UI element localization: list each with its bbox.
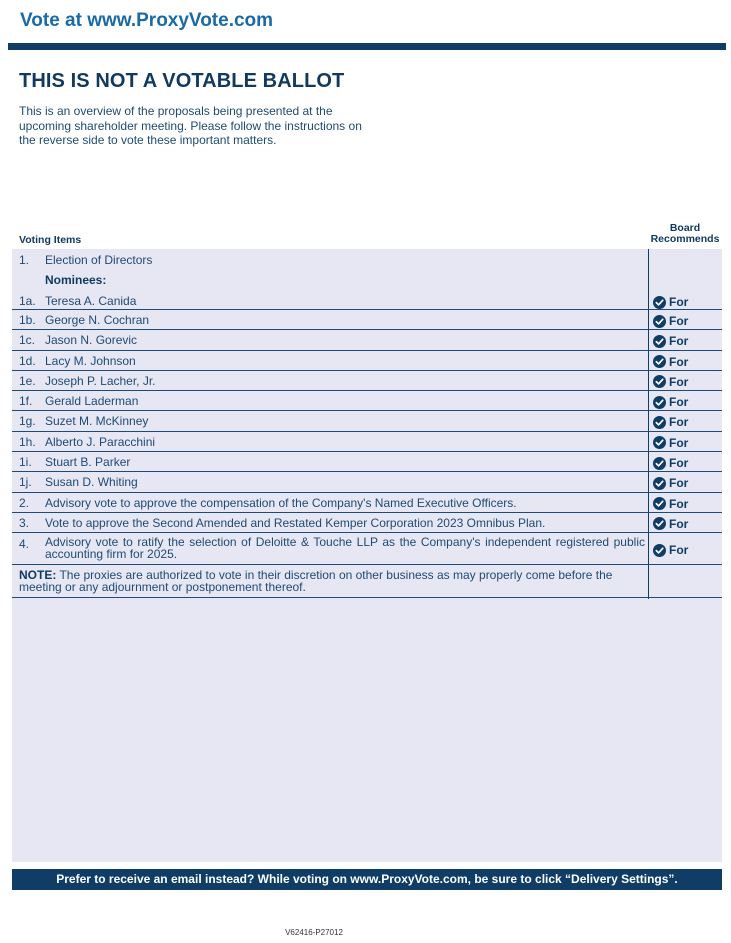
nominee-row	[12, 330, 722, 350]
board-recommendation	[653, 334, 688, 348]
recommendation-label: For	[669, 435, 689, 450]
board-recommendation	[653, 476, 688, 490]
item-number: 1h.	[19, 434, 36, 449]
header-rule	[8, 43, 726, 50]
proposal-text: Advisory vote to approve the compensation of the Company's Named Executive Officers.	[45, 495, 517, 510]
nominee-name: George N. Cochran	[45, 313, 150, 327]
proxyvote-link[interactable]: Vote at www.ProxyVote.com	[20, 10, 274, 31]
nominee-row	[12, 432, 722, 452]
item-number: 3.	[19, 515, 30, 530]
check-circle-icon	[653, 517, 666, 530]
recommendation-label: For	[669, 415, 689, 430]
item-number: 4.	[19, 537, 30, 552]
check-circle-icon	[653, 335, 666, 348]
check-circle-icon	[653, 497, 666, 510]
item-number: 1f.	[19, 394, 33, 409]
recommendation-label: For	[669, 334, 689, 349]
item-number: 2.	[19, 495, 30, 510]
board-recommendation	[653, 375, 688, 389]
board-recommendation	[653, 436, 688, 450]
nominee-row	[12, 351, 722, 371]
check-circle-icon	[653, 396, 666, 409]
item-number: 1j.	[19, 475, 32, 490]
nominee-row	[12, 452, 722, 472]
board-header-line1: Board	[669, 222, 701, 234]
voting-items-header: Voting Items	[19, 234, 82, 246]
recommendation-label: For	[669, 314, 689, 328]
proposal-row	[12, 533, 722, 565]
nominee-row	[12, 472, 722, 492]
note-row	[12, 565, 722, 598]
nominee-row	[12, 310, 722, 330]
note-text: The proxies are authorized to vote in their discretion on other business as may properly come before the meeting or any adjournment or postponement thereof.	[19, 568, 613, 594]
proposal-text: Vote to approve the Second Amended and Restated Kemper Corporation 2023 Omnibus Plan.	[45, 515, 546, 530]
board-recommendation	[653, 543, 688, 557]
nominee-row	[12, 391, 722, 411]
note-label: NOTE:	[19, 568, 57, 583]
recommendation-label: For	[669, 456, 689, 471]
nominees-heading-row	[12, 269, 722, 289]
nominee-name: Jason N. Gorevic	[45, 333, 138, 348]
check-circle-icon	[653, 375, 666, 388]
item-number: 1e.	[19, 373, 36, 388]
page-title: THIS IS NOT A VOTABLE BALLOT	[19, 70, 345, 92]
nominee-row	[12, 411, 722, 431]
recommendation-label: For	[669, 374, 689, 389]
recommendation-label: For	[669, 516, 689, 531]
nominee-row	[12, 289, 722, 310]
board-recommendation	[653, 395, 688, 409]
board-recommendation	[653, 497, 688, 511]
nominee-name: Joseph P. Lacher, Jr.	[45, 373, 156, 388]
nominee-name: Suzet M. McKinney	[45, 414, 149, 429]
document-code: V62416-P27012	[285, 928, 343, 937]
proposal-row	[12, 513, 722, 533]
item-number: 1g.	[19, 414, 36, 429]
proposal-text: Advisory vote to ratify the selection of Deloitte & Touche LLP as the Company's independent registered public accounting firm for 2025.	[45, 535, 645, 561]
nominee-name: Alberto J. Paracchini	[45, 434, 156, 449]
board-header-line2: Recommends	[650, 233, 720, 245]
nominee-name: Stuart B. Parker	[45, 455, 131, 470]
recommendation-label: For	[669, 295, 689, 309]
item-number: 1b.	[19, 313, 36, 327]
check-circle-icon	[653, 315, 666, 328]
board-recommendation	[653, 415, 688, 429]
item-number: 1a.	[19, 294, 36, 308]
nominee-name: Susan D. Whiting	[45, 475, 138, 490]
board-recommends-header	[648, 223, 722, 245]
recommendation-label: For	[669, 476, 689, 491]
check-circle-icon	[653, 416, 666, 429]
check-circle-icon	[653, 355, 666, 368]
item-text: Election of Directors	[45, 253, 153, 267]
nominee-row	[12, 371, 722, 391]
board-recommendation	[653, 355, 688, 369]
intro-text: This is an overview of the proposals being presented at the upcoming shareholder meeting. Please follow the instructions on the reverse side to vote these important matters.	[19, 104, 362, 147]
check-circle-icon	[653, 457, 666, 470]
item-number: 1c.	[19, 333, 36, 348]
check-circle-icon	[653, 296, 666, 309]
recommendation-label: For	[669, 354, 689, 369]
item-number: 1i.	[19, 455, 32, 470]
item-number: 1d.	[19, 353, 36, 368]
nominees-label: Nominees:	[45, 273, 107, 287]
election-row	[12, 249, 722, 269]
board-recommendation	[653, 517, 688, 531]
item-number: 1.	[19, 253, 30, 267]
check-circle-icon	[653, 436, 666, 449]
voting-table	[12, 249, 722, 598]
board-recommendation	[653, 295, 688, 309]
delivery-settings-banner: Prefer to receive an email instead? While voting on www.ProxyVote.com, be sure to click “Delivery Settings”.	[12, 869, 722, 890]
recommendation-label: For	[669, 543, 689, 558]
proposal-row	[12, 493, 722, 513]
recommendation-label: For	[669, 496, 689, 511]
board-recommendation	[653, 456, 688, 470]
recommendation-label: For	[669, 395, 689, 410]
check-circle-icon	[653, 477, 666, 490]
check-circle-icon	[653, 544, 666, 557]
board-recommendation	[653, 314, 688, 328]
nominee-name: Teresa A. Canida	[45, 294, 137, 308]
nominee-name: Gerald Laderman	[45, 394, 139, 409]
nominee-name: Lacy M. Johnson	[45, 353, 136, 368]
